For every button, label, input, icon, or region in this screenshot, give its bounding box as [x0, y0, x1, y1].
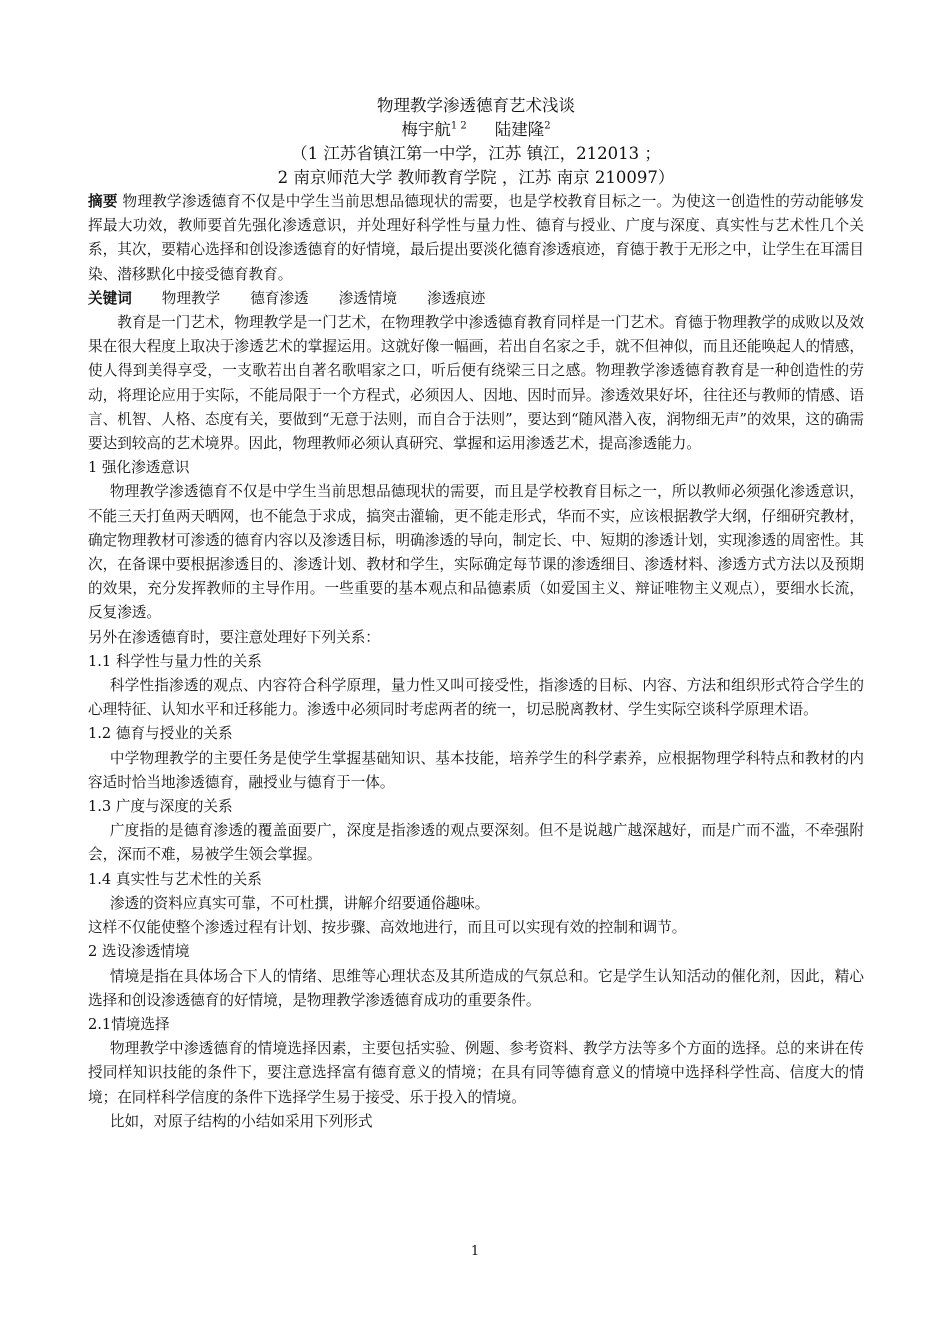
article-title: 物理教学渗透德育艺术浅谈: [377, 96, 575, 115]
subsection-heading: 2.1情境选择: [88, 1015, 170, 1033]
subsection-heading: 1.2 德育与授业的关系: [88, 725, 233, 743]
keyword: 渗透痕迹: [426, 289, 486, 307]
author-name: 陆建隆: [494, 120, 545, 139]
document-page: [88, 94, 864, 1134]
body-paragraph: 比如，对原子结构的小结如采用下列形式: [109, 1112, 373, 1130]
subsection-heading: 1.1 科学性与量力性的关系: [88, 652, 262, 670]
author-name: 梅宇航: [401, 120, 451, 139]
author-affiliation-mark: 1 2: [450, 120, 467, 132]
keyword: 物理教学: [161, 289, 221, 307]
body-paragraph: 这样不仅能使整个渗透过程有计划、按步骤、高效地进行，而且可以实现有效的控制和调节。: [88, 919, 687, 937]
abstract: [88, 190, 864, 287]
body-paragraph: 中学物理教学的主要任务是使学生掌握基础知识、基本技能，培养学生的科学素养，应根据物理学科特点和教材的内容适时恰当地渗透德育，融授业与德育于一体。: [88, 749, 864, 791]
body-paragraph: 科学性指渗透的观点、内容符合科学原理，量力性又叫可接受性，指渗透的目标、内容、方法和组织形式符合学生的心理特征、认知水平和迁移能力。渗透中必须同时考虑两者的统一，切忌脱离教材、学生实际空谈科学原理术语。: [88, 677, 864, 719]
body-paragraph: 物理教学中渗透德育的情境选择因素，主要包括实验、例题、参考资料、教学方法等多个方面的选择。总的来讲在传授同样知识技能的条件下，要注意选择富有德育意义的情境；在具有同等德育意义的情境中选择科学性高、信度大的情境；在同样科学信度的条件下选择学生易于接受、乐于投入的情境。: [88, 1040, 864, 1106]
abstract-label: 摘要: [88, 193, 118, 210]
keyword: 渗透情境: [338, 289, 397, 307]
body-paragraph: 广度指的是德育渗透的覆盖面要广，深度是指渗透的观点要深刻。但不是说越广越深越好，而是广而不滥，不牵强附会，深而不难，易被学生领会掌握。: [88, 822, 864, 864]
keywords-label: 关键词: [88, 289, 132, 307]
abstract-text: 物理教学渗透德育不仅是中学生当前思想品德现状的需要，也是学校教育目标之一。为使这一创造性的劳动能够发挥最大功效，教师要首先强化渗透意识，并处理好科学性与量力性、德育与授业、广度与深度、真实性与艺术性几个关系，其次，要精心选择和创设渗透德育的好情境，最后提出要淡化德育渗透痕迹，育德于教于无形之中，让学生在耳濡目染、潜移默化中接受德育教育。: [88, 193, 864, 283]
keyword: 德育渗透: [250, 289, 309, 307]
subsection-heading: 1.3 广度与深度的关系: [88, 798, 233, 816]
affiliation-line: （1 江苏省镇江第一中学，江苏 镇江，212013 ；: [291, 144, 661, 163]
body-paragraph: 渗透的资料应真实可靠，不可杜撰，讲解介绍要通俗趣味。: [109, 894, 490, 912]
affiliation-line: 2 南京师范大学 教师教育学院 ，江苏 南京 210097）: [277, 168, 675, 187]
section-heading: 2 选设渗透情境: [88, 943, 190, 961]
keywords: [88, 287, 864, 311]
body-paragraph: 情境是指在具体场合下人的情绪、思维等心理状态及其所造成的气氛总和。它是学生认知活动的催化剂，因此，精心选择和创设渗透德育的好情境，是物理教学渗透德育成功的重要条件。: [88, 967, 864, 1009]
page-number: 1: [470, 1244, 480, 1259]
section-heading: 1 强化渗透意识: [88, 459, 190, 477]
body-paragraph: 物理教学渗透德育不仅是中学生当前思想品德现状的需要，而且是学校教育目标之一，所以教师必须强化渗透意识，不能三天打鱼两天晒网，也不能急于求成，搞突击灌输，更不能走形式，华而不实，应该根据教学大纲，仔细研究教材，确定物理教材可渗透的德育内容以及渗透目标，明确渗透的导向，制定长、中、短期的渗透计划，实现渗透的周密性。其次，在备课中要根据渗透目的、渗透计划、教材和学生，实际确定每节课的渗透细目、渗透材料、渗透方式方法以及预期的效果，充分发挥教师的主导作用。一些重要的基本观点和品德素质（如爱国主义、辩证唯物主义观点），要细水长流，反复渗透。: [88, 483, 864, 622]
author-line: [88, 118, 864, 142]
body-paragraph: 另外在渗透德育时，要注意处理好下列关系：: [88, 628, 380, 646]
subsection-heading: 1.4 真实性与艺术性的关系: [88, 870, 262, 888]
intro-paragraph: 教育是一门艺术，物理教学是一门艺术，在物理教学中渗透德育教育同样是一门艺术。育德于物理教学的成败以及效果在很大程度上取决于渗透艺术的掌握运用。这就好像一幅画，若出自名家之手，就不但神似，而且还能唤起人的情感，使人得到美得享受，一支歌若出自著名歌唱家之口，听后便有绕梁三日之感。物理教学渗透德育教育是一种创造性的劳动，将理论应用于实际，不能局限于一个方程式，必须因人、因地、因时而异。渗透效果好坏，往往还与教师的情感、语言、机智、人格、态度有关，要做到“无意于法则，而自合于法则”，要达到“随风潜入夜，润物细无声”的效果，这的确需要达到较高的艺术境界。因此，物理教师必须认真研究、掌握和运用渗透艺术，提高渗透能力。: [88, 314, 864, 453]
author-affiliation-mark: 2: [544, 120, 551, 132]
